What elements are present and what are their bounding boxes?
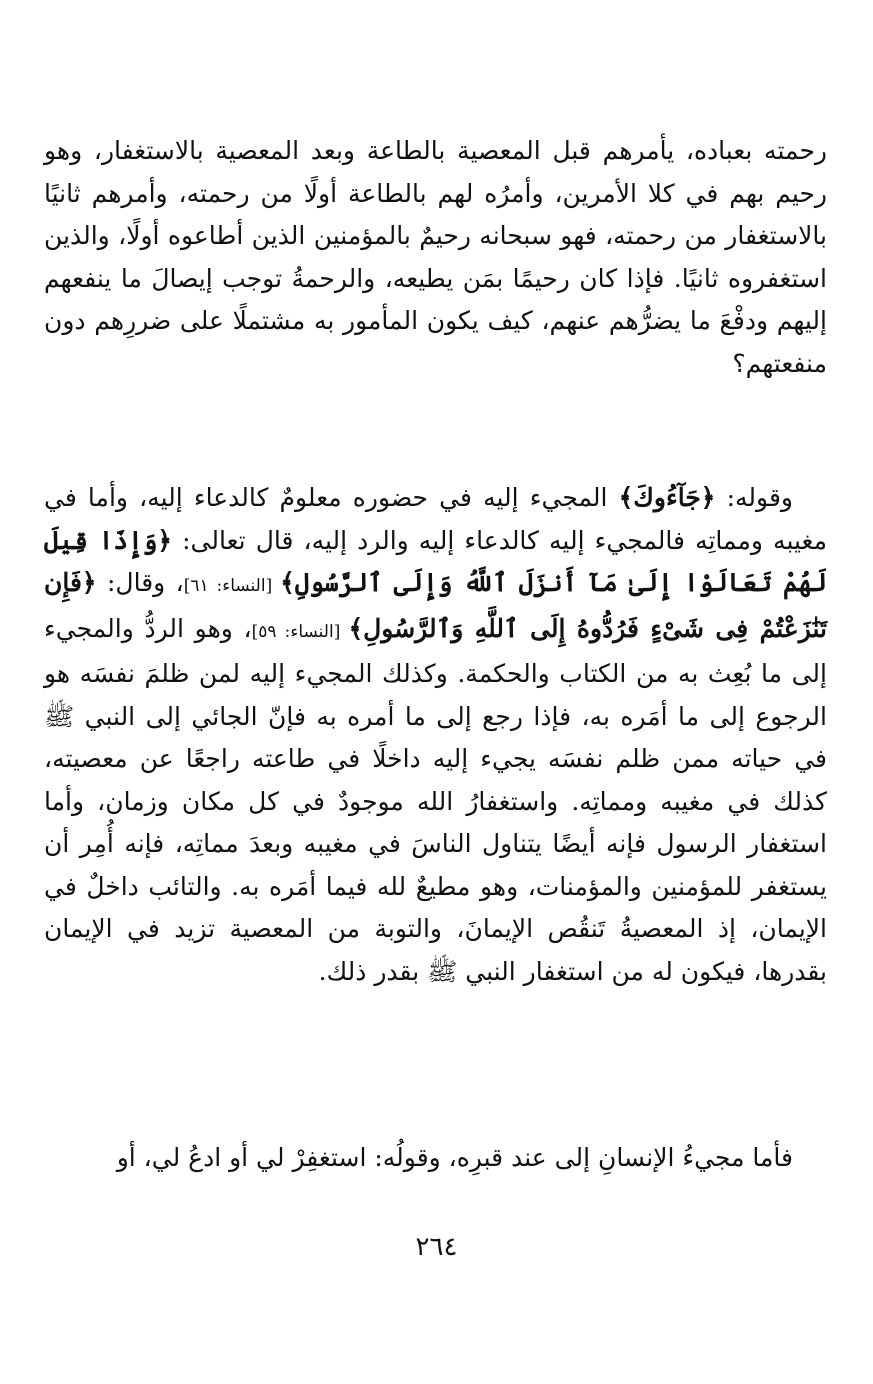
paragraph-2 [44, 477, 827, 993]
paragraph-1: رحمته بعباده، يأمرهم قبل المعصية بالطاعة وبعد المعصية بالاستغفار، وهو رحيم بهم في كلا الأمرين، وأمرُه لهم بالطاعة أولًا من رحمته، وأمرهم ثانيًا بالاستغفار من رحمته، فهو سبحانه رحيمٌ بالمؤمنين الذين أطاعوه أولًا، والذين استغفروه ثانيًا. فإذا كان رحيمًا بمَن يطيعه، والرحمةُ توجب إيصالَ ما ينفعهم إليهم ودفْعَ ما يضرُّهم عنهم، كيف يكون المأمور به مشتملًا على ضررِهم دون منفعتهم؟ [44, 136, 827, 378]
paragraph-3: فأما مجيءُ الإنسانِ إلى عند قبرِه، وقولُه: استغفِرْ لي أو ادعُ لي، أو [116, 1143, 793, 1172]
text-segment: ، وقال: [96, 568, 184, 597]
quran-verse: ﴿وَإِذَا قِيلَ لَهُمْ تَعَالَوْا إِلَىٰ مَآ أَنزَلَ ٱللَّهُ وَإِلَى ٱلرَّسُولِ﴾ [44, 525, 827, 597]
text-segment: وقوله: [715, 483, 793, 512]
page-number: ٢٦٤ [415, 1232, 458, 1262]
verse-reference: [النساء: ٦١] [183, 576, 281, 596]
text-segment: ، وهو الردُّ والمجيء إلى ما بُعِث به من الكتاب والحكمة. وكذلك المجيء إليه لمن ظلمَ نفسَه هو الرجوع إلى ما أمَره به، فإذا رجع إلى ما أمره به فإنّ الجائي إلى النبي ﷺ في حياته ممن ظلم نفسَه يجيء إليه داخلًا في طاعته راجعًا عن معصيته، كذلك في مغيبه ومماتِه. واستغفارُ الله موجودٌ في كل مكان وزمان، وأما استغفار الرسول فإنه أيضًا يتناول الناسَ في مغيبه وبعدَ مماتِه، فإنه أُمِر أن يستغفر للمؤمنين والمؤمنات، وهو مطيعٌ لله فيما أمَره به. والتائب داخلٌ في الإيمان، إذ المعصيةُ تَنقُص الإيمانَ، والتوبة من المعصية تزيد في الإيمان بقدرها، فيكون له من استغفار النبي ﷺ بقدر ذلك. [44, 613, 827, 986]
verse-reference: [النساء: ٥٩] [251, 621, 349, 642]
quran-verse: ﴿جَآءُوكَ﴾ [618, 483, 716, 512]
quran-verse: ﴿فَإِن تَنَٰزَعْتُمْ فِى شَىْءٍ فَرُدُّوهُ إِلَى ٱللَّهِ وَٱلرَّسُولِ﴾ [44, 568, 827, 643]
text-segment: المجيء إليه في حضوره معلومٌ كالدعاء إليه، وأما في مغيبه ومماتِه فالمجيء إليه كالدعاء إليه والرد إليه، قال تعالى: [44, 483, 827, 555]
